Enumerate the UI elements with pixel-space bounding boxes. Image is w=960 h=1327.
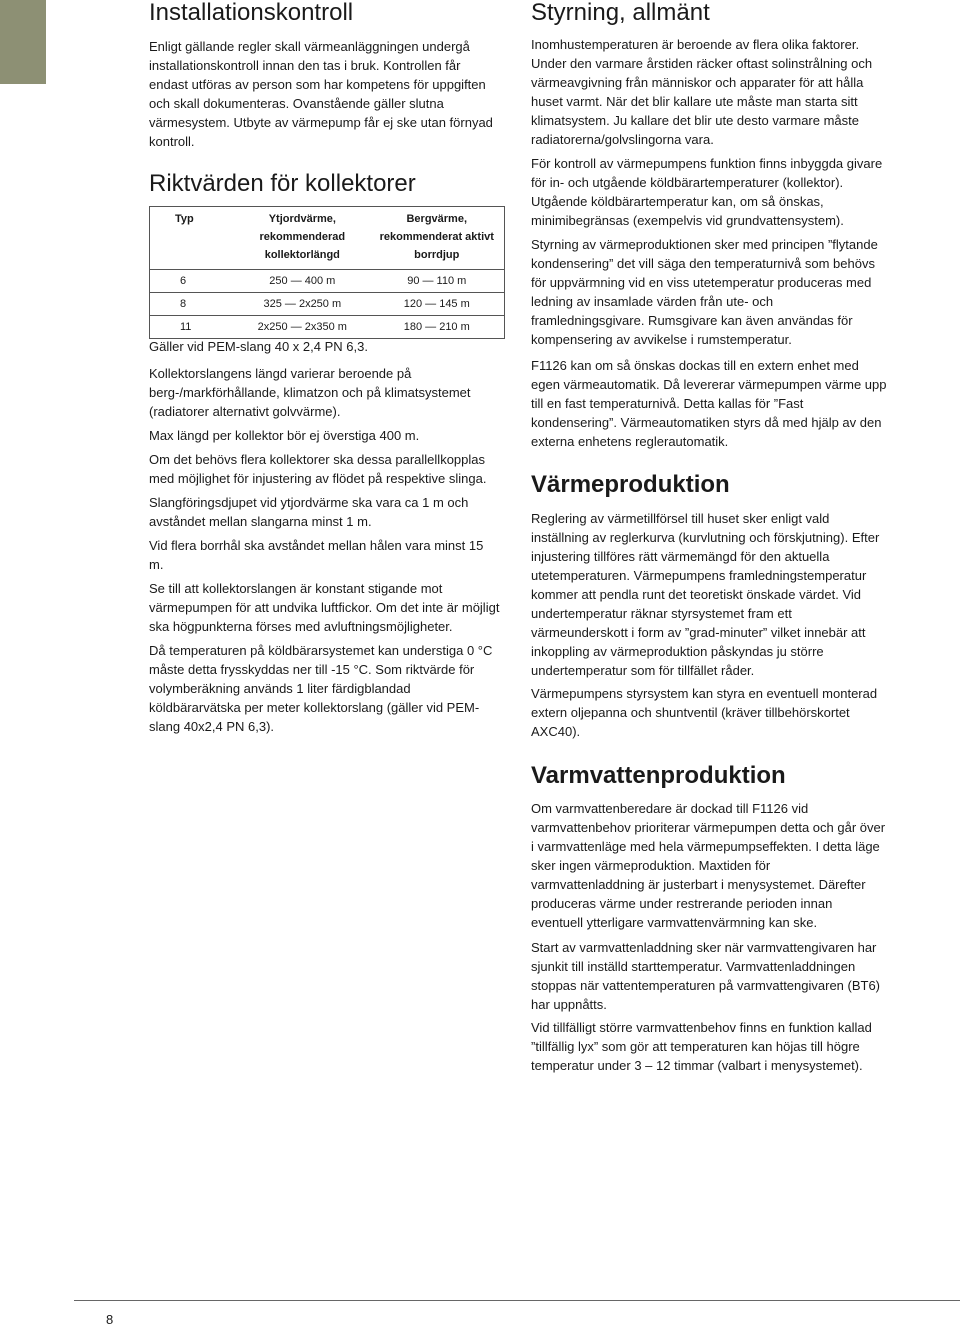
paragraph: Värmepumpens styrsystem kan styra en eventuell monterad extern oljepanna och shuntventil (kräver tillbehörskortet AXC40). [531,686,878,739]
table-cell: 90 — 110 m [370,270,505,293]
paragraph: Då temperaturen på köldbärarsystemet kan understiga 0 °C måste detta frysskyddas ner till -15 °C. Som riktvärde för volymberäkning används 1 liter färdigblandad köldbärarvätska per meter kollektorslang (gäller vid PEM-slang 40x2,4 PN 6,3). [149,643,493,734]
corner-color-block [0,0,46,84]
table-header-row [150,207,505,270]
riktvarden-heading: Riktvärden för kollektorer [149,170,416,197]
paragraph: För kontroll av värmepumpens funktion finns inbyggda givare för in- och utgående köldbärartemperaturer (kollektor). Utgående köldbärartemperatur kan, om så önskas, minimibegränsas (exempelvis vid grundvattensystem). [531,156,883,228]
collector-table [149,206,505,339]
paragraph: Reglering av värmetillförsel till huset sker enligt vald inställning av reglerkurva (kurvlutning och förskjutning). Efter injustering tillföres rätt värmemängd för den aktuella utetemperaturen. Värmepumpens framledningstemperatur kommer att pendla runt det teoretiskt önskade värdet. Vid undertemperatur räknar styrsystemet fram ett värmeunderskott i form av ”grad-minuter” vilket innebär att inkoppling av värmeproduktion påskyndas ju större undertemperatur som för tillfället råder. [531,511,880,678]
varmvatten-heading: Varmvattenproduktion [531,762,786,789]
paragraph: Styrning av värmeproduktionen sker med principen ”flytande kondensering” det vill säga den temperaturnivå som behövs för uppvärmning vid en viss utetemperatur produceras med ledning av insamlade värden från ute- och framledningsgivare. Rumsgivare kan även användas för kompensering av avvikelse i rumstemperatur. [531,237,878,347]
page-number: 8 [106,1312,114,1327]
table-cell: 8 [150,293,236,316]
paragraph: Om varmvattenberedare är dockad till F1126 vid varmvattenbehov prioriterar värmepumpen detta och går över i varmvattenläge med hela värmepumpseffekten. I detta läge sker ingen värmeproduktion. Maxtiden för varmvattenladdning är justerbart i menysystemet. Därefter produceras värme under restrerande perioden innan eventuell ytterligare varmvattenvärmning kan ske. [531,801,886,930]
paragraph: Kollektorslangens längd varierar beroende på berg-/markförhållande, klimatzon och på klimatsystemet (radiatorer alternativt golvvärme). [149,366,471,419]
footer-divider [74,1300,960,1301]
table-cell: 11 [150,316,236,339]
table-cell: 250 — 400 m [235,270,369,293]
table-cell: 325 — 2x250 m [235,293,369,316]
table-cell: 120 — 145 m [370,293,505,316]
paragraph: Slangföringsdjupet vid ytjordvärme ska vara ca 1 m och avståndet mellan slangarna minst 1 m. [149,495,469,529]
table-row [150,316,505,339]
styrning-heading: Styrning, allmänt [531,0,710,26]
table-header-berg: Bergvärme, rekommenderat aktivt borrdjup [370,207,505,270]
table-row [150,293,505,316]
table-row [150,270,505,293]
paragraph: Max längd per kollektor bör ej överstiga 400 m. [149,428,420,443]
paragraph: Inomhustemperaturen är beroende av flera olika faktorer. Under den varmare årstiden räcker oftast solinstrålning och värmeavgivning från människor och apparater för att hålla huset varmt. När det blir kallare ute måste man starta sitt klimatsystem. Ju kallare det blir ute desto varmare måste radiatorerna/golvslingorna vara. [531,37,873,147]
installation-text: Enligt gällande regler skall värmeanläggningen undergå installationskontroll innan den tas i bruk. Kontrollen får endast utföras av person som har kompetens för uppgiften och skall dokumenteras. Ovanstående gäller slutna värmesystem. Utbyte av värmepump får ej ske utan förnyad kontroll. [149,39,493,149]
installation-heading: Installationskontroll [149,0,354,26]
paragraph: Vid flera borrhål ska avståndet mellan hålen vara minst 15 m. [149,538,484,572]
varmeproduktion-heading: Värmeproduktion [531,471,730,498]
table-cell: 2x250 — 2x350 m [235,316,369,339]
table-header-ytjord: Ytjordvärme, rekommenderad kollektorlängd [235,207,369,270]
paragraph: Se till att kollektorslangen är konstant stigande mot värmepumpen för att undvika luftfickor. Om det inte är möjligt ska högpunkterna förses med avluftningsmöjligheter. [149,581,500,634]
paragraph: Vid tillfälligt större varmvattenbehov finns en funktion kallad ”tillfällig lyx” som gör att temperaturen kan höjas till högre temperatur under 3 – 12 timmar (valbart i menysystemet). [531,1020,872,1073]
table-note: Gäller vid PEM-slang 40 x 2,4 PN 6,3. [149,339,368,354]
table-header-typ: Typ [150,207,236,270]
paragraph: F1126 kan om så önskas dockas till en extern enhet med egen värmeautomatik. Då levererar värmepumpen värme upp till en fast temperaturnivå. Detta kallas för ”Fast kondensering”. Värmeautomatiken styrs då med hjälp av den externa enhetens reglerautomatik. [531,358,887,449]
paragraph: Start av varmvattenladdning sker när varmvattengivaren har sjunkit till inställd starttemperatur. Varmvattenladdningen stoppas när vattentemperaturen på varmvattengivaren (BT6) har uppnåtts. [531,940,881,1012]
table-cell: 180 — 210 m [370,316,505,339]
paragraph: Om det behövs flera kollektorer ska dessa parallellkopplas med möjlighet för injustering av flödet på respektive slinga. [149,452,487,486]
table-cell: 6 [150,270,236,293]
